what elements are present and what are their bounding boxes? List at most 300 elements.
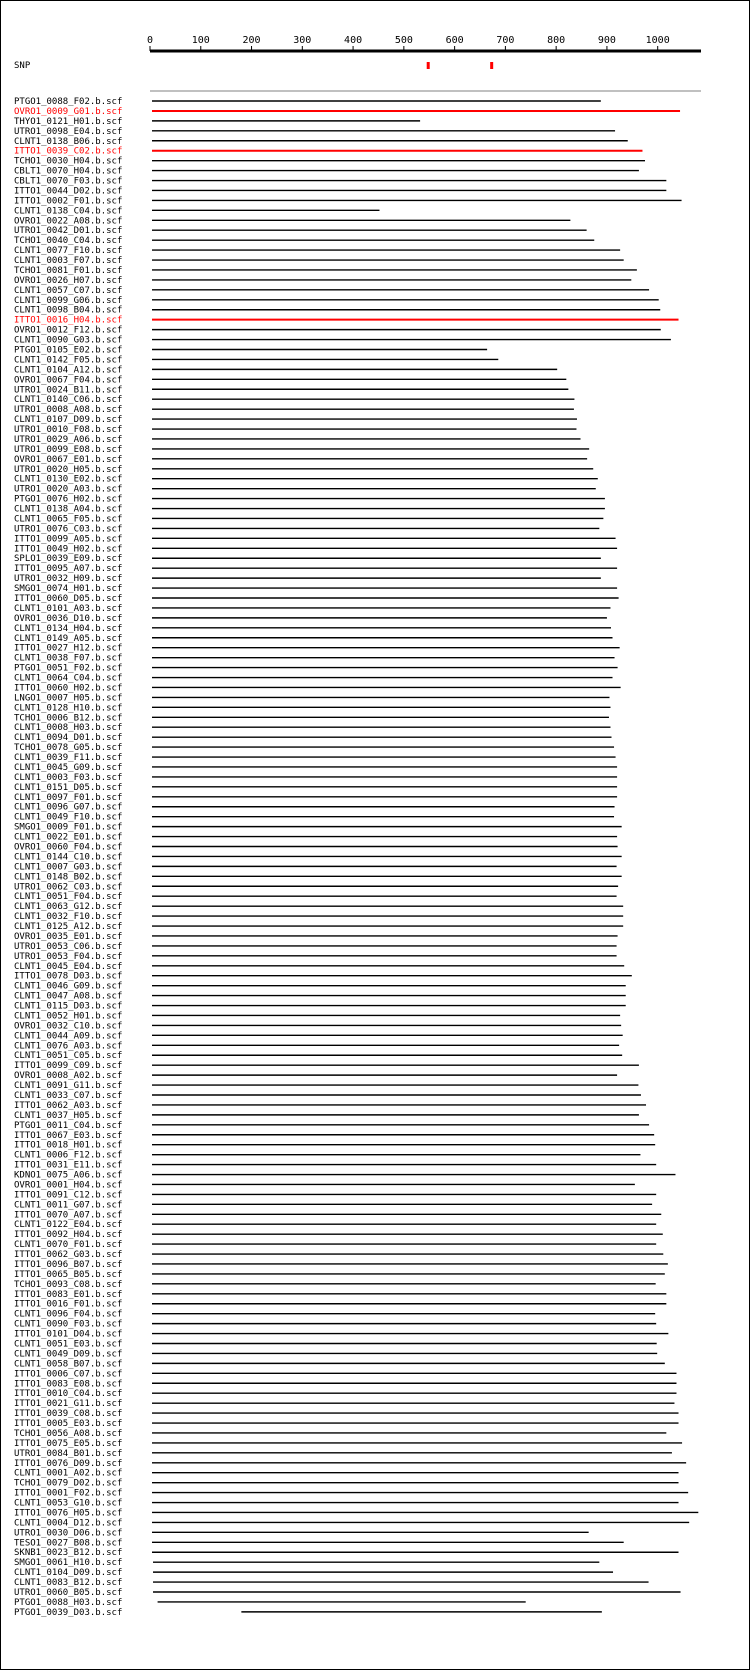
read-label[interactable]: CLNT1_0051_F04.b.scf — [14, 892, 123, 903]
read-label[interactable]: ITTO1_0016_F01.b.scf — [14, 1299, 123, 1310]
read-row — [14, 693, 609, 703]
read-label[interactable]: ITTO1_0005_E03.b.scf — [14, 1419, 123, 1430]
read-label[interactable]: ITTO1_0018_H01.b.scf — [14, 1140, 123, 1151]
read-row — [14, 97, 601, 107]
axis-tick-label: 0 — [146, 35, 154, 46]
read-label[interactable]: CLNT1_0076_A03.b.scf — [14, 1041, 123, 1052]
read-label[interactable]: ITTO1_0075_E05.b.scf — [14, 1438, 123, 1449]
read-label[interactable]: ITTO1_0002_F01.b.scf — [14, 196, 123, 207]
read-row — [14, 196, 682, 206]
read-row — [14, 872, 622, 882]
read-row — [14, 1538, 624, 1548]
read-row — [14, 833, 617, 843]
read-row — [14, 902, 623, 912]
read-label[interactable]: ITTO1_0021_G11.b.scf — [14, 1399, 123, 1410]
read-label[interactable]: CLNT1_0138_C04.b.scf — [14, 206, 123, 217]
read-row — [14, 186, 666, 196]
read-label[interactable]: CLNT1_0001_A02.b.scf — [14, 1468, 123, 1479]
read-row — [14, 942, 617, 952]
read-label[interactable]: UTRO1_0099_E08.b.scf — [14, 444, 123, 455]
read-row — [14, 1528, 589, 1538]
read-label[interactable]: CLNT1_0053_G10.b.scf — [14, 1498, 123, 1509]
read-label[interactable]: ITTO1_0091_C12.b.scf — [14, 1190, 123, 1201]
read-row — [14, 1518, 689, 1528]
read-label[interactable]: CLNT1_0006_F12.b.scf — [14, 1150, 123, 1161]
read-row — [14, 1101, 646, 1111]
read-row — [14, 1558, 599, 1568]
read-label[interactable]: CLNT1_0052_H01.b.scf — [14, 1011, 123, 1022]
read-label[interactable]: CLNT1_0115_D03.b.scf — [14, 1001, 123, 1012]
read-row — [14, 952, 617, 962]
read-label[interactable]: CLNT1_0047_A08.b.scf — [14, 991, 123, 1002]
read-label[interactable]: OVRO1_0060_F04.b.scf — [14, 842, 123, 853]
read-label[interactable]: ITTO1_0076_H05.b.scf — [14, 1508, 123, 1519]
read-label[interactable]: CLNT1_0104_D09.b.scf — [14, 1568, 123, 1579]
read-row — [14, 1111, 639, 1121]
read-row — [14, 435, 581, 445]
read-label[interactable]: UTRO1_0060_B05.b.scf — [14, 1588, 123, 1598]
read-row — [14, 534, 616, 544]
read-label[interactable]: CLNT1_0039_F11.b.scf — [14, 753, 123, 764]
read-label[interactable]: ITTO1_0062_G03.b.scf — [14, 1250, 123, 1261]
read-row — [14, 524, 599, 534]
read-label[interactable]: CLNT1_0032_F10.b.scf — [14, 912, 123, 923]
read-label[interactable]: ITTO1_0031_E11.b.scf — [14, 1160, 123, 1171]
read-label[interactable]: CLNT1_0011_G07.b.scf — [14, 1200, 123, 1211]
read-label[interactable]: TCHO1_0079_D02.b.scf — [14, 1478, 123, 1489]
read-label[interactable]: ITTO1_0065_B05.b.scf — [14, 1269, 123, 1280]
read-label[interactable]: PTGO1_0088_F02.b.scf — [14, 97, 123, 107]
read-row — [14, 425, 576, 435]
read-row — [14, 167, 639, 177]
read-label[interactable]: CLNT1_0134_H04.b.scf — [14, 623, 123, 634]
read-label[interactable]: ITTO1_0083_E08.b.scf — [14, 1379, 123, 1390]
read-label[interactable]: UTRO1_0030_D06.b.scf — [14, 1528, 123, 1539]
read-label[interactable]: CLNT1_0090_F03.b.scf — [14, 1319, 123, 1330]
read-row — [14, 1508, 698, 1518]
read-row — [14, 584, 617, 594]
read-label[interactable]: UTRO1_0098_E04.b.scf — [14, 126, 123, 137]
read-row — [14, 1320, 656, 1330]
read-row — [14, 505, 605, 515]
read-row — [14, 157, 645, 167]
read-row — [14, 614, 607, 624]
read-label[interactable]: CLNT1_0140_C06.b.scf — [14, 395, 123, 406]
read-label[interactable]: CLNT1_0151_D05.b.scf — [14, 782, 123, 793]
read-row — [14, 1190, 656, 1200]
read-label[interactable]: CLNT1_0083_B12.b.scf — [14, 1578, 123, 1589]
read-row — [14, 137, 628, 147]
read-row — [14, 1081, 638, 1091]
read-label[interactable]: CLNT1_0097_F01.b.scf — [14, 792, 123, 803]
read-row — [14, 1180, 635, 1190]
read-label[interactable]: OVRO1_0036_D10.b.scf — [14, 613, 123, 624]
read-row — [14, 1330, 668, 1340]
read-row — [14, 1608, 602, 1618]
read-label[interactable]: UTRO1_0020_H05.b.scf — [14, 464, 123, 475]
read-row — [14, 644, 620, 654]
read-label[interactable]: UTRO1_0032_H09.b.scf — [14, 574, 123, 585]
read-label[interactable]: CBLT1_0070_F03.b.scf — [14, 176, 123, 187]
read-label[interactable]: CLNT1_0051_E03.b.scf — [14, 1339, 123, 1350]
read-label[interactable]: SMGO1_0074_H01.b.scf — [14, 584, 123, 595]
read-row — [14, 574, 601, 584]
read-label[interactable]: ITTO1_0067_E03.b.scf — [14, 1130, 123, 1141]
read-label[interactable]: CLNT1_0038_F07.b.scf — [14, 653, 123, 664]
read-label[interactable]: OVRO1_0032_C10.b.scf — [14, 1021, 123, 1032]
read-label[interactable]: CLNT1_0104_A12.b.scf — [14, 365, 123, 376]
read-row — [14, 326, 661, 336]
read-row — [14, 1459, 686, 1469]
read-label[interactable]: TCHO1_0093_C08.b.scf — [14, 1279, 123, 1290]
read-row — [14, 1061, 639, 1071]
read-row — [14, 1002, 626, 1012]
read-label[interactable]: ITTO1_0070_A07.b.scf — [14, 1210, 123, 1221]
read-label[interactable]: UTRO1_0053_F04.b.scf — [14, 951, 123, 962]
read-row — [14, 773, 617, 783]
read-label[interactable]: CLNT1_0130_E02.b.scf — [14, 474, 123, 485]
read-row — [14, 246, 620, 256]
read-row — [14, 1151, 640, 1161]
read-label[interactable]: CLNT1_0122_E04.b.scf — [14, 1220, 123, 1231]
read-label[interactable]: ITTO1_0099_C09.b.scf — [14, 1061, 123, 1072]
read-row — [14, 823, 622, 833]
read-row — [14, 892, 617, 902]
read-row — [14, 962, 624, 972]
read-label[interactable]: CLNT1_0051_C05.b.scf — [14, 1051, 123, 1062]
read-label[interactable]: UTRO1_0042_D01.b.scf — [14, 226, 123, 237]
read-label[interactable]: PTGO1_0051_F02.b.scf — [14, 663, 123, 674]
read-label[interactable]: PTGO1_0011_C04.b.scf — [14, 1120, 123, 1131]
read-row — [14, 107, 680, 117]
read-label[interactable]: ITTO1_0044_D02.b.scf — [14, 186, 123, 197]
read-row — [14, 286, 649, 296]
read-row — [14, 862, 617, 872]
read-label[interactable]: UTRO1_0076_C03.b.scf — [14, 524, 123, 535]
read-label[interactable]: SMGO1_0009_F01.b.scf — [14, 822, 123, 833]
read-label[interactable]: OVRO1_0067_E01.b.scf — [14, 454, 123, 465]
read-label[interactable]: CLNT1_0044_A09.b.scf — [14, 1031, 123, 1042]
read-row — [14, 475, 598, 485]
read-label[interactable]: UTRO1_0053_C06.b.scf — [14, 941, 123, 952]
read-label[interactable]: CLNT1_0144_C10.b.scf — [14, 852, 123, 863]
read-row — [14, 1141, 655, 1151]
read-row — [14, 1349, 657, 1359]
read-label[interactable]: CLNT1_0128_H10.b.scf — [14, 703, 123, 714]
read-label[interactable]: CLNT1_0138_B06.b.scf — [14, 136, 123, 147]
read-label[interactable]: ITTO1_0062_A03.b.scf — [14, 1100, 123, 1111]
read-label[interactable]: ITTO1_0083_E01.b.scf — [14, 1289, 123, 1300]
read-label[interactable]: CLNT1_0125_A12.b.scf — [14, 922, 123, 933]
read-row — [14, 1449, 672, 1459]
read-label[interactable]: CLNT1_0058_B07.b.scf — [14, 1359, 123, 1370]
read-label[interactable]: ITTO1_0039_C08.b.scf — [14, 1409, 123, 1420]
read-row — [14, 1300, 666, 1310]
read-label[interactable]: TCHO1_0030_H04.b.scf — [14, 156, 123, 167]
read-row — [14, 1598, 526, 1608]
axis-tick-label: 1000 — [645, 35, 670, 46]
read-row — [14, 1131, 654, 1141]
read-label[interactable]: SMGO1_0061_H10.b.scf — [14, 1558, 123, 1569]
read-row — [14, 544, 617, 554]
read-label[interactable]: UTRO1_0008_A08.b.scf — [14, 405, 123, 416]
read-label[interactable]: CLNT1_0148_B02.b.scf — [14, 872, 123, 883]
read-label[interactable]: CLNT1_0094_D01.b.scf — [14, 733, 123, 744]
read-row — [14, 1121, 649, 1131]
read-row — [14, 177, 666, 187]
read-row — [14, 594, 619, 604]
read-label[interactable]: UTRO1_0084_B01.b.scf — [14, 1448, 123, 1459]
read-row — [14, 604, 610, 614]
read-row — [14, 1429, 666, 1439]
read-label[interactable]: ITTO1_0099_A05.b.scf — [14, 534, 123, 545]
snp-label: SNP — [14, 61, 31, 71]
read-row — [14, 365, 557, 375]
read-label[interactable]: CLNT1_0138_A04.b.scf — [14, 504, 123, 515]
read-row — [14, 1419, 679, 1429]
read-label[interactable]: ITTO1_0096_B07.b.scf — [14, 1259, 123, 1270]
read-label[interactable]: CLNT1_0063_G12.b.scf — [14, 902, 123, 913]
read-label[interactable]: CLNT1_0091_G11.b.scf — [14, 1081, 123, 1092]
snp-marker — [490, 62, 493, 69]
snp-track — [14, 61, 493, 71]
read-label[interactable]: ITTO1_0010_C04.b.scf — [14, 1389, 123, 1400]
read-row — [14, 1290, 666, 1300]
read-row — [14, 803, 615, 813]
read-label[interactable]: ITTO1_0060_D05.b.scf — [14, 594, 123, 604]
read-row — [14, 1588, 681, 1598]
axis-tick-label: 800 — [547, 35, 566, 46]
read-row — [14, 813, 614, 823]
read-row — [14, 375, 566, 385]
read-row — [14, 445, 589, 455]
read-label[interactable]: CLNT1_0046_G09.b.scf — [14, 981, 123, 992]
read-label[interactable]: CLNT1_0049_F10.b.scf — [14, 812, 123, 823]
read-row — [14, 654, 615, 664]
read-label[interactable]: ITTO1_0027_H12.b.scf — [14, 643, 123, 654]
read-row — [14, 753, 616, 763]
read-row — [14, 982, 626, 992]
read-row — [14, 1409, 679, 1419]
read-row — [14, 1369, 676, 1379]
read-label[interactable]: CLNT1_0003_F07.b.scf — [14, 256, 123, 267]
read-row — [14, 713, 609, 723]
read-row — [14, 1489, 688, 1499]
read-row — [14, 206, 379, 216]
read-label[interactable]: TCHO1_0006_B12.b.scf — [14, 713, 123, 724]
read-label[interactable]: ITTO1_0092_H04.b.scf — [14, 1230, 123, 1241]
read-row — [14, 1230, 663, 1240]
read-label[interactable]: ITTO1_0076_D09.b.scf — [14, 1458, 123, 1469]
read-row — [14, 972, 632, 982]
read-label[interactable]: OVRO1_0026_H07.b.scf — [14, 275, 123, 286]
read-row — [14, 355, 498, 365]
read-label[interactable]: OVRO1_0022_A08.b.scf — [14, 216, 123, 227]
axis-tick-label: 300 — [293, 35, 312, 46]
read-label[interactable]: CLNT1_0045_E04.b.scf — [14, 961, 123, 972]
read-label[interactable]: CLNT1_0149_A05.b.scf — [14, 633, 123, 644]
axis-tick-label: 100 — [191, 35, 210, 46]
read-row — [14, 1091, 641, 1101]
read-label[interactable]: PTGO1_0039_D03.b.scf — [14, 1607, 123, 1618]
read-label[interactable]: OVRO1_0008_A02.b.scf — [14, 1071, 123, 1082]
read-label[interactable]: SKNB1_0023_B12.b.scf — [14, 1548, 123, 1559]
read-label[interactable]: OVRO1_0012_F12.b.scf — [14, 325, 123, 336]
read-label[interactable]: TCHO1_0078_G05.b.scf — [14, 743, 123, 754]
read-label[interactable]: ITTO1_0039_C02.b.scf — [14, 146, 123, 157]
read-row — [14, 703, 610, 713]
read-row — [14, 1340, 657, 1350]
read-row — [14, 1171, 675, 1181]
read-row — [14, 1389, 676, 1399]
read-row — [14, 1499, 679, 1509]
read-label[interactable]: CLNT1_0007_G03.b.scf — [14, 862, 123, 873]
read-row — [14, 1379, 676, 1389]
read-label[interactable]: OVRO1_0067_F04.b.scf — [14, 375, 123, 386]
read-row — [14, 127, 615, 137]
read-row — [14, 1071, 617, 1081]
read-row — [14, 485, 596, 495]
read-label[interactable]: CLNT1_0022_E01.b.scf — [14, 832, 123, 843]
read-label[interactable]: CLNT1_0004_D12.b.scf — [14, 1518, 123, 1529]
read-label[interactable]: ITTO1_0049_H02.b.scf — [14, 544, 123, 555]
read-label[interactable]: UTRO1_0024_B11.b.scf — [14, 385, 123, 396]
read-label[interactable]: CBLT1_0070_H04.b.scf — [14, 166, 123, 177]
read-label[interactable]: CLNT1_0064_C04.b.scf — [14, 673, 123, 684]
read-label[interactable]: PTGO1_0076_H02.b.scf — [14, 494, 123, 505]
read-row — [14, 882, 618, 892]
read-row — [14, 1260, 668, 1270]
read-row — [14, 395, 574, 405]
read-row — [14, 216, 570, 226]
read-label[interactable]: CLNT1_0090_G03.b.scf — [14, 335, 123, 346]
read-label[interactable]: ITTO1_0101_D04.b.scf — [14, 1329, 123, 1340]
read-label[interactable]: CLNT1_0065_F05.b.scf — [14, 514, 123, 525]
read-row — [14, 783, 617, 793]
read-label[interactable]: CLNT1_0045_G09.b.scf — [14, 762, 123, 773]
read-row — [14, 514, 603, 524]
read-row — [14, 117, 420, 127]
read-row — [14, 912, 623, 922]
read-row — [14, 495, 605, 505]
read-label[interactable]: CLNT1_0003_F03.b.scf — [14, 772, 123, 783]
snp-marker — [427, 62, 430, 69]
read-label[interactable]: LNGO1_0007_H05.b.scf — [14, 693, 123, 704]
axis-tick-label: 200 — [242, 35, 261, 46]
read-row — [14, 1041, 619, 1051]
axis-tick-label: 400 — [344, 35, 363, 46]
read-label[interactable]: ITTO1_0095_A07.b.scf — [14, 564, 123, 575]
read-row — [14, 723, 610, 733]
read-label[interactable]: OVRO1_0001_H04.b.scf — [14, 1180, 123, 1191]
read-label[interactable]: ITTO1_0001_F02.b.scf — [14, 1488, 123, 1499]
read-label[interactable]: TCHO1_0040_C04.b.scf — [14, 236, 123, 247]
read-label[interactable]: UTRO1_0062_C03.b.scf — [14, 882, 123, 893]
read-label[interactable]: CLNT1_0099_G06.b.scf — [14, 295, 123, 306]
read-row — [14, 147, 642, 157]
read-label[interactable]: CLNT1_0008_H03.b.scf — [14, 723, 123, 734]
read-row — [14, 793, 617, 803]
read-label[interactable]: UTRO1_0020_A03.b.scf — [14, 484, 123, 495]
read-row — [14, 1548, 679, 1558]
read-row — [14, 674, 613, 684]
read-row — [14, 1200, 652, 1210]
read-label[interactable]: CLNT1_0049_D09.b.scf — [14, 1349, 123, 1360]
read-row — [14, 564, 617, 574]
axis-tick-label: 600 — [445, 35, 464, 46]
read-row — [14, 932, 618, 942]
read-row — [14, 1310, 655, 1320]
read-label[interactable]: CLNT1_0033_C07.b.scf — [14, 1091, 123, 1101]
read-row — [14, 554, 601, 564]
read-label[interactable]: UTRO1_0010_F08.b.scf — [14, 425, 123, 436]
read-row — [14, 465, 593, 475]
read-row — [14, 992, 626, 1002]
read-row — [14, 1011, 620, 1021]
read-row — [14, 405, 574, 415]
read-label[interactable]: CLNT1_0070_F01.b.scf — [14, 1240, 123, 1251]
read-row — [14, 1359, 665, 1369]
read-label[interactable]: ITTO1_0006_C07.b.scf — [14, 1369, 123, 1380]
read-label[interactable]: ITTO1_0060_H02.b.scf — [14, 683, 123, 694]
read-label[interactable]: CLNT1_0096_F04.b.scf — [14, 1309, 123, 1320]
read-label[interactable]: CLNT1_0098_B04.b.scf — [14, 305, 123, 316]
position-axis — [147, 35, 701, 51]
read-label[interactable]: CLNT1_0037_H05.b.scf — [14, 1110, 123, 1121]
read-label[interactable]: TESO1_0027_B08.b.scf — [14, 1538, 123, 1549]
read-label[interactable]: THYO1_0121_H01.b.scf — [14, 116, 123, 127]
reads-list — [14, 97, 698, 1618]
read-row — [14, 1578, 649, 1588]
read-row — [14, 1031, 623, 1041]
read-label[interactable]: PTGO1_0105_E02.b.scf — [14, 345, 123, 356]
read-row — [14, 1399, 674, 1409]
read-row — [14, 415, 577, 425]
read-row — [14, 1469, 679, 1479]
read-label[interactable]: SPLO1_0039_E09.b.scf — [14, 554, 123, 565]
read-label[interactable]: OVRO1_0035_E01.b.scf — [14, 931, 123, 942]
read-row — [14, 336, 671, 346]
read-label[interactable]: CLNT1_0142_F05.b.scf — [14, 355, 123, 366]
read-label[interactable]: TCHO1_0081_F01.b.scf — [14, 265, 123, 276]
read-label[interactable]: CLNT1_0057_C07.b.scf — [14, 285, 123, 296]
read-label[interactable]: KDNO1_0075_A06.b.scf — [14, 1170, 123, 1181]
read-row — [14, 455, 587, 465]
read-label[interactable]: CLNT1_0107_D09.b.scf — [14, 415, 123, 426]
read-row — [14, 266, 637, 276]
read-label[interactable]: UTRO1_0029_A06.b.scf — [14, 434, 123, 445]
read-row — [14, 1439, 682, 1449]
read-row — [14, 683, 621, 693]
read-label[interactable]: CLNT1_0101_A03.b.scf — [14, 603, 123, 614]
read-label[interactable]: CLNT1_0096_G07.b.scf — [14, 802, 123, 813]
read-row — [14, 1021, 621, 1031]
read-row — [14, 1270, 665, 1280]
read-row — [14, 843, 618, 853]
read-label[interactable]: ITTO1_0016_H04.b.scf — [14, 315, 123, 326]
read-label[interactable]: PTGO1_0088_H03.b.scf — [14, 1597, 123, 1608]
read-row — [14, 1161, 656, 1171]
read-label[interactable]: TCHO1_0056_A08.b.scf — [14, 1428, 123, 1439]
read-label[interactable]: CLNT1_0077_F10.b.scf — [14, 246, 123, 257]
read-row — [14, 624, 611, 634]
read-label[interactable]: OVRO1_0009_G01.b.scf — [14, 106, 123, 117]
read-label[interactable]: ITTO1_0078_D03.b.scf — [14, 971, 123, 982]
read-row — [14, 296, 659, 306]
read-row — [14, 922, 623, 932]
axis-tick-label: 900 — [597, 35, 616, 46]
read-row — [14, 306, 660, 316]
